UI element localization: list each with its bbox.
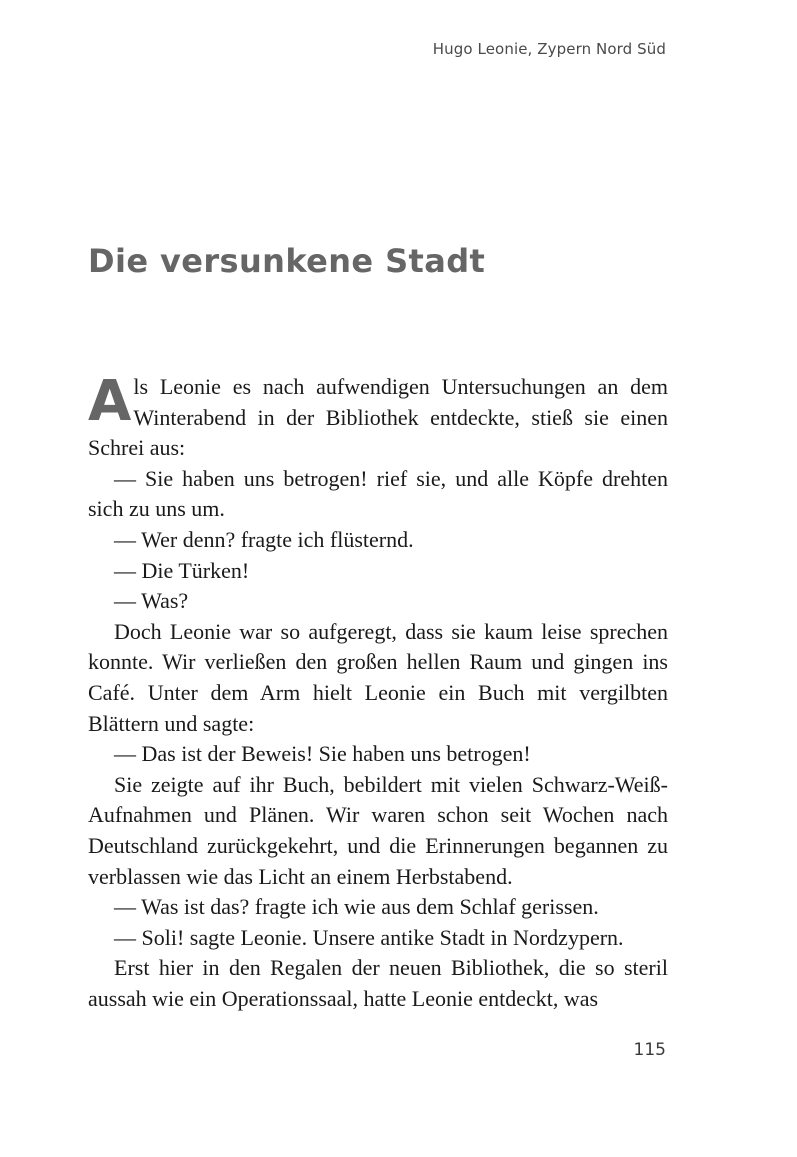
body-text	[88, 369, 668, 1014]
paragraph-5: — Was?	[114, 588, 189, 614]
paragraph-7: — Das ist der Beweis! Sie haben uns betrogen!	[114, 741, 531, 767]
paragraph-1-text: ls Leonie es nach aufwendigen Untersuchungen an dem Winterabend in der Bibliothek entdeckte, stieß sie einen Schrei aus:	[88, 374, 668, 461]
chapter-title: Die versunkene Stadt	[88, 242, 486, 280]
paragraph-1	[88, 369, 668, 464]
drop-cap: A	[88, 369, 132, 434]
page-number: 115	[633, 1040, 666, 1060]
paragraph-4: — Die Türken!	[114, 557, 250, 583]
paragraph-9: — Was ist das? fragte ich wie aus dem Schlaf gerissen.	[114, 894, 599, 920]
paragraph-8: Sie zeigte auf ihr Buch, bebildert mit vielen Schwarz-Weiß-Aufnahmen und Plänen. Wir waren schon seit Wochen nach Deutschland zurückgekehrt, und die Erinnerungen begannen zu verblassen wie das Licht an einem Herbstabend.	[88, 771, 668, 889]
running-head: Hugo Leonie, Zypern Nord Süd	[432, 40, 666, 58]
paragraph-10: — Soli! sagte Leonie. Unsere antike Stadt in Nordzypern.	[114, 924, 624, 950]
paragraph-6: Doch Leonie war so aufgeregt, dass sie kaum leise sprechen konnte. Wir verließen den großen hellen Raum und gingen ins Café. Unter dem Arm hielt Leonie ein Buch mit vergilbten Blättern und sagte:	[88, 618, 668, 736]
paragraph-3: — Wer denn? fragte ich flüsternd.	[114, 526, 414, 552]
paragraph-2: — Sie haben uns betrogen! rief sie, und alle Köpfe drehten sich zu uns um.	[88, 465, 668, 522]
paragraph-11: Erst hier in den Regalen der neuen Bibliothek, die so steril aussah wie ein Operationssaal, hatte Leonie entdeckt, was	[88, 955, 668, 1011]
